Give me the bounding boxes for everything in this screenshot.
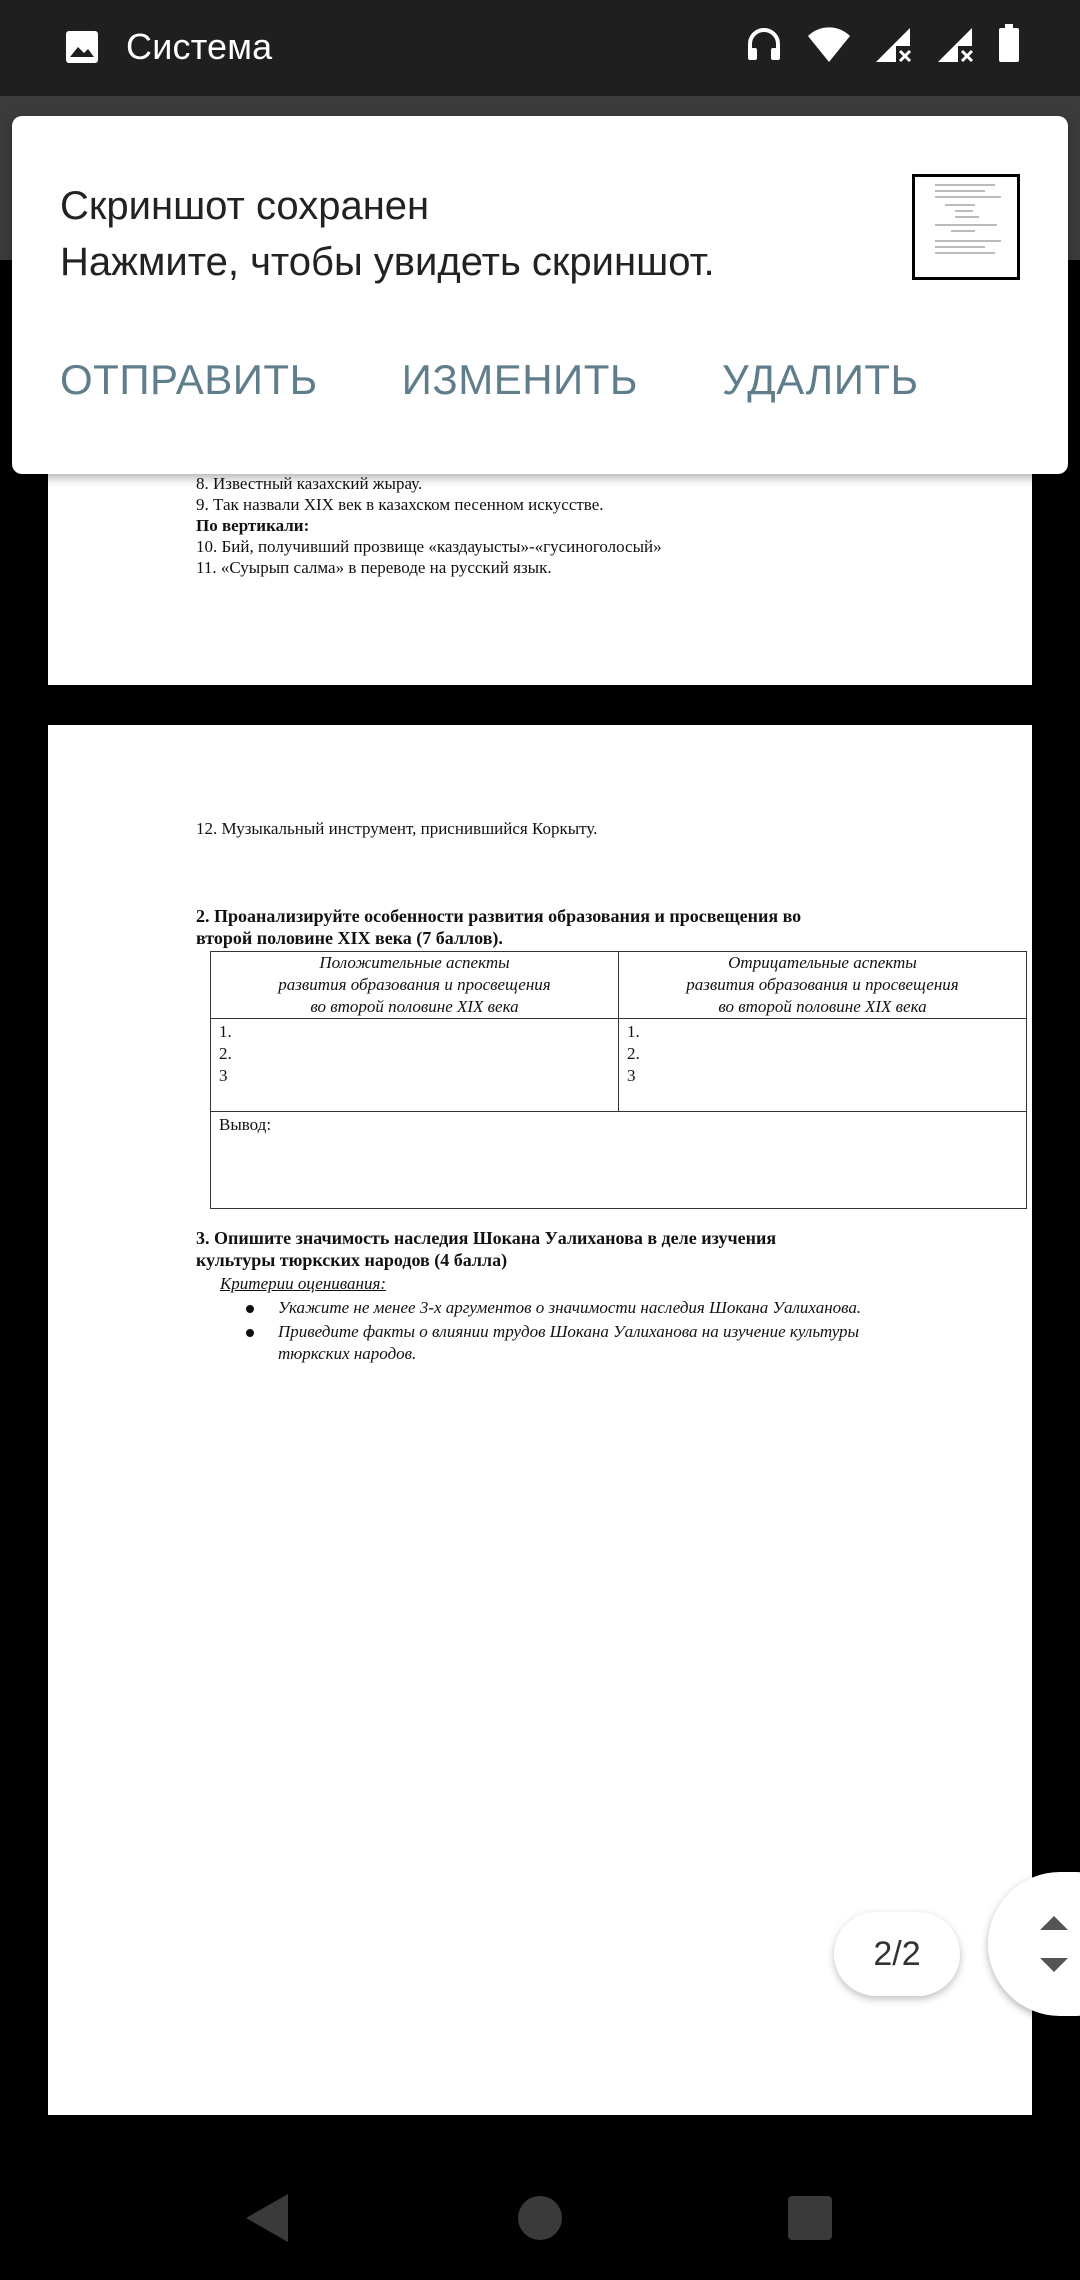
negative-aspects-header bbox=[619, 952, 1027, 1019]
home-icon[interactable] bbox=[517, 2190, 563, 2246]
crossword-item-12: 12. Музыкальный инструмент, приснившийся Коркыту. bbox=[196, 819, 598, 838]
list-number: 3 bbox=[627, 1066, 636, 1085]
positive-aspects-cell bbox=[211, 1019, 619, 1112]
delete-button[interactable]: УДАЛИТЬ bbox=[721, 356, 919, 403]
notification-title: Скриншот сохранен bbox=[60, 184, 430, 228]
headphones-icon bbox=[744, 24, 784, 64]
aspects-table bbox=[210, 951, 1027, 1209]
send-button[interactable]: ОТПРАВИТЬ bbox=[60, 356, 318, 403]
list-number: 2. bbox=[219, 1044, 232, 1063]
signal-no-service-icon bbox=[936, 24, 976, 64]
document-page-1[interactable] bbox=[48, 470, 1032, 685]
list-number: 1. bbox=[219, 1022, 232, 1041]
task-2-title-line-2: второй половине XIX века (7 баллов). bbox=[196, 928, 503, 948]
negative-aspects-header-text: Отрицательные аспекты развития образования и просвещения во второй половине XIX века bbox=[686, 953, 959, 1016]
conclusion-cell bbox=[211, 1112, 1027, 1209]
crossword-item-9: 9. Так назвали XIX век в казахском песенном искусстве. bbox=[196, 495, 604, 514]
positive-aspects-header bbox=[211, 952, 619, 1019]
criteria-item: Приведите факты о влиянии трудов Шокана Уалиханова на изучение культуры тюркских народов. bbox=[248, 1321, 898, 1365]
task-2-title-line-1: 2. Проанализируйте особенности развития образования и просвещения во bbox=[196, 906, 802, 926]
positive-aspects-header-text: Положительные аспекты развития образования и просвещения во второй половине XIX века bbox=[278, 953, 551, 1016]
crossword-item-8: 8. Известный казахский жырау. bbox=[196, 474, 423, 493]
notification-text: Нажмите, чтобы увидеть скриншот. bbox=[60, 240, 715, 284]
scroll-arrows-icon bbox=[1038, 1916, 1070, 1972]
status-bar bbox=[0, 0, 1080, 96]
edit-button[interactable]: ИЗМЕНИТЬ bbox=[401, 356, 638, 403]
status-bar-left bbox=[64, 26, 272, 68]
status-bar-right bbox=[744, 24, 1020, 64]
task-2-title bbox=[196, 905, 801, 949]
task-3-title-line-1: 3. Опишите значимость наследия Шокана Уалиханова в деле изучения bbox=[196, 1228, 777, 1248]
page1-text bbox=[196, 473, 662, 578]
notification-app-name: Система bbox=[126, 26, 273, 67]
crossword-item-10: 10. Бий, получивший прозвище «каздауысты»-«гусиноголосый» bbox=[196, 537, 662, 556]
battery-icon bbox=[998, 24, 1020, 64]
navigation-bar bbox=[0, 2160, 1080, 2280]
criteria-list bbox=[248, 1297, 898, 1367]
negative-aspects-cell bbox=[619, 1019, 1027, 1112]
notification-actions bbox=[60, 356, 1003, 404]
criteria-item: Укажите не менее 3-х аргументов о значимости наследия Шокана Уалиханова. bbox=[248, 1297, 898, 1319]
task-3-title bbox=[196, 1227, 776, 1271]
screenshot-thumbnail[interactable] bbox=[912, 174, 1020, 280]
back-icon[interactable] bbox=[242, 2190, 292, 2246]
list-number: 1. bbox=[627, 1022, 640, 1041]
list-number: 3 bbox=[219, 1066, 228, 1085]
thumbnail-preview-image bbox=[915, 177, 1017, 277]
screenshot-notification[interactable] bbox=[12, 116, 1068, 474]
recents-icon[interactable] bbox=[786, 2190, 834, 2246]
page-indicator: 2/2 bbox=[834, 1912, 960, 1996]
image-icon bbox=[64, 29, 100, 65]
signal-no-service-icon bbox=[874, 24, 914, 64]
criteria-label: Критерии оценивания: bbox=[220, 1274, 387, 1293]
list-number: 2. bbox=[627, 1044, 640, 1063]
vertical-heading: По вертикали: bbox=[196, 516, 310, 535]
wifi-icon bbox=[806, 24, 852, 64]
task-3-title-line-2: культуры тюркских народов (4 балла) bbox=[196, 1250, 508, 1270]
crossword-item-11: 11. «Суырып салма» в переводе на русский язык. bbox=[196, 558, 552, 577]
conclusion-label: Вывод: bbox=[219, 1115, 272, 1134]
document-page-2[interactable] bbox=[48, 725, 1032, 2115]
